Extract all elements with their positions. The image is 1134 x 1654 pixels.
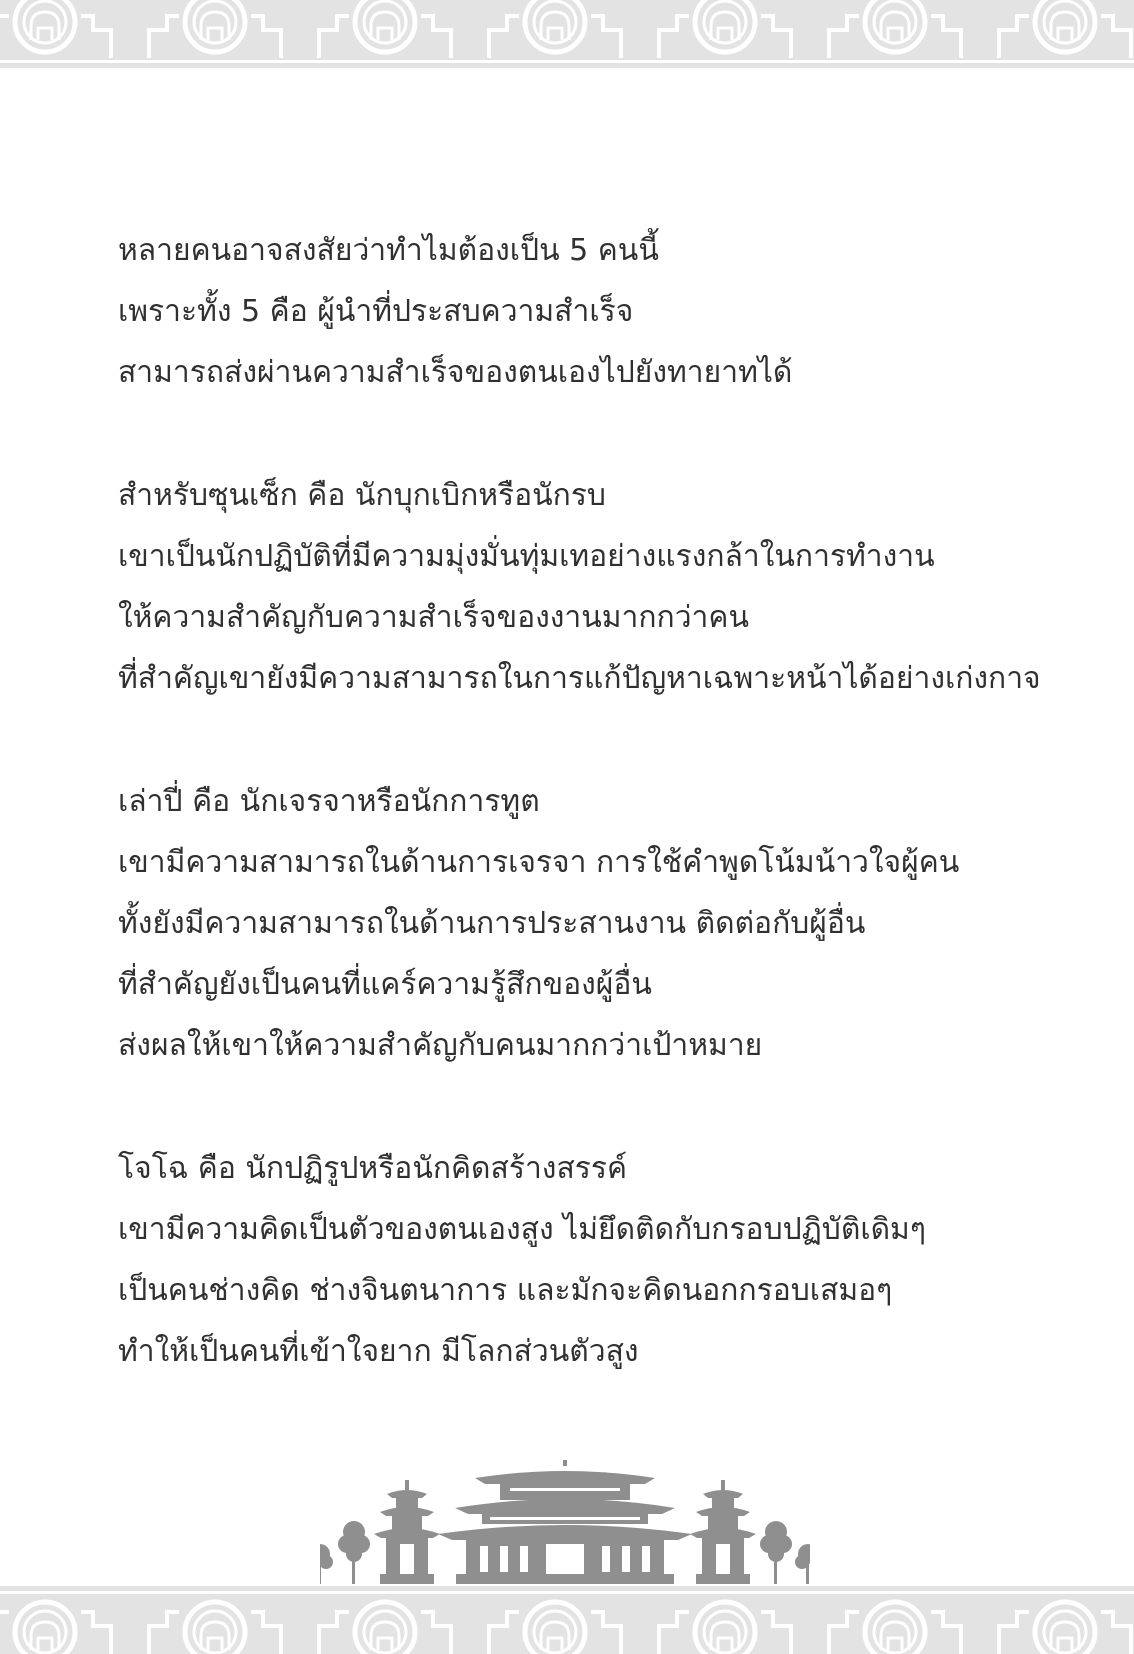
text-line: เล่าปี่ คือ นักเจรจาหรือนักการทูต <box>118 784 540 819</box>
paragraph-sun-ce <box>118 465 1058 709</box>
bottom-decorative-border <box>0 1586 1134 1654</box>
text-line: โจโฉ คือ นักปฏิรูปหรือนักคิดสร้างสรรค์ <box>118 1151 628 1186</box>
text-line: ให้ความสำคัญกับความสำเร็จของงานมากกว่าคน <box>118 600 749 635</box>
body-text <box>118 220 1058 1444</box>
paragraph-liu-bei <box>118 771 1058 1076</box>
text-line: เพราะทั้ง 5 คือ ผู้นำที่ประสบความสำเร็จ <box>118 294 634 329</box>
text-line: ทั้งยังมีความสามารถในด้านการประสานงาน ติดต่อกับผู้อื่น <box>118 906 866 941</box>
text-line: ที่สำคัญยังเป็นคนที่แคร์ความรู้สึกของผู้อื่น <box>118 967 652 1002</box>
text-line: หลายคนอาจสงสัยว่าทำไมต้องเป็น 5 คนนี้ <box>118 233 659 268</box>
text-line: ที่สำคัญเขายังมีความสามารถในการแก้ปัญหาเฉพาะหน้าได้อย่างเก่งกาจ <box>118 661 1041 696</box>
text-line: เขาเป็นนักปฏิบัติที่มีความมุ่งมั่นทุ่มเทอย่างแรงกล้าในการทำงาน <box>118 539 935 574</box>
text-line: สำหรับซุนเซ็ก คือ นักบุกเบิกหรือนักรบ <box>118 478 606 513</box>
top-decorative-border <box>0 0 1134 68</box>
paragraph-intro <box>118 220 1058 403</box>
text-line: ส่งผลให้เขาให้ความสำคัญกับคนมากกว่าเป้าหมาย <box>118 1028 763 1063</box>
text-line: สามารถส่งผ่านความสำเร็จของตนเองไปยังทายาทได้ <box>118 355 793 390</box>
text-line: ทำให้เป็นคนที่เข้าใจยาก มีโลกส่วนตัวสูง <box>118 1334 639 1369</box>
text-line: เป็นคนช่างคิด ช่างจินตนาการ และมักจะคิดนอกกรอบเสมอๆ <box>118 1273 893 1308</box>
chinese-pattern-border <box>0 0 1134 68</box>
text-line: เขามีความสามารถในด้านการเจรจา การใช้คำพูดโน้มน้าวใจผู้คน <box>118 845 960 880</box>
paragraph-cao-cao <box>118 1138 1058 1382</box>
chinese-pattern-border <box>0 1586 1134 1654</box>
text-line: เขามีความคิดเป็นตัวของตนเองสูง ไม่ยึดติดกับกรอบปฏิบัติเดิมๆ <box>118 1212 926 1247</box>
temple-illustration <box>320 1460 810 1586</box>
